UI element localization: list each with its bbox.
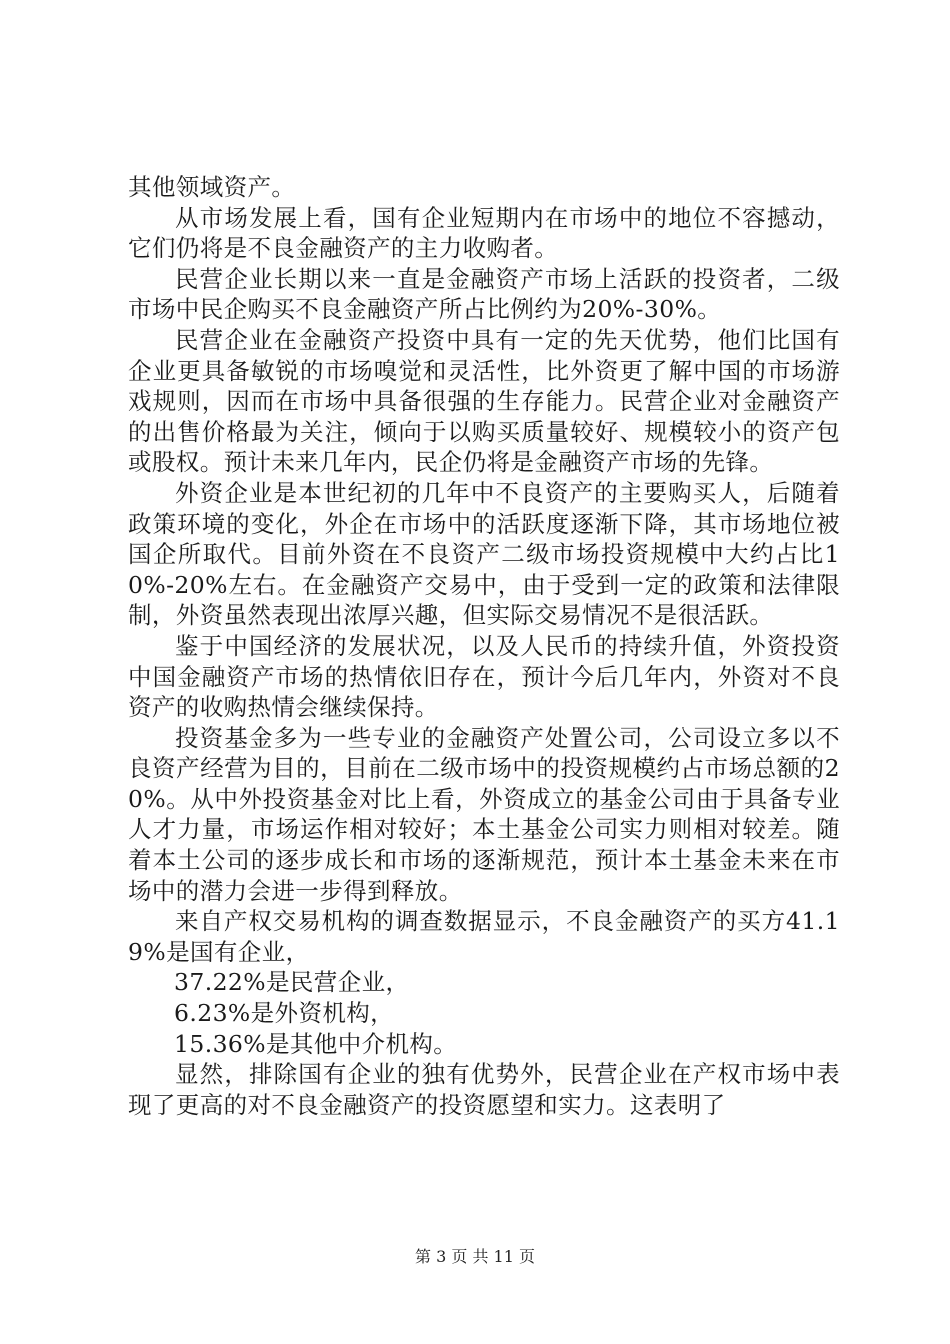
paragraph-private-advantages: 民营企业在金融资产投资中具有一定的先天优势，他们比国有企业更具备敏锐的市场嗅觉和灵活性，比外资更了解中国的市场游戏规则，因而在市场中具备很强的生存能力。民营企业对金融资产的出售价格最为关注，倾向于以购买质量较好、规模较小的资产包或股权。预计未来几年内，民企仍将是金融资产市场的先锋。 bbox=[128, 325, 840, 477]
paragraph-foreign-enterprises: 外资企业是本世纪初的几年中不良资产的主要购买人，后随着政策环境的变化，外企在市场中的活跃度逐渐下降，其市场地位被国企所取代。目前外资在不良资产二级市场投资规模中大约占比10%-20%左右。在金融资产交易中，由于受到一定的政策和法律限制，外资虽然表现出浓厚兴趣，但实际交易情况不是很活跃。 bbox=[128, 478, 840, 630]
paragraph-market-development: 从市场发展上看，国有企业短期内在市场中的地位不容撼动，它们仍将是不良金融资产的主力收购者。 bbox=[128, 203, 840, 263]
paragraph-investment-funds: 投资基金多为一些专业的金融资产处置公司，公司设立多以不良资产经营为目的，目前在二级市场中的投资规模约占市场总额的20%。从中外投资基金对比上看，外资成立的基金公司由于具备专业人才力量，市场运作相对较好；本土基金公司实力则相对较差。随着本土公司的逐步成长和市场的逐渐规范，预计本土基金未来在市场中的潜力会进一步得到释放。 bbox=[128, 723, 840, 905]
paragraph-conclusion: 显然，排除国有企业的独有优势外，民营企业在产权市场中表现了更高的对不良金融资产的投资愿望和实力。这表明了 bbox=[128, 1060, 840, 1119]
paragraph-survey-data: 来自产权交易机构的调查数据显示，不良金融资产的买方41.19%是国有企业， bbox=[128, 907, 840, 966]
stat-intermediary-share: 15.36%是其他中介机构。 bbox=[174, 1029, 458, 1058]
stat-foreign-share: 6.23%是外资机构， bbox=[174, 999, 395, 1028]
paragraph-private-investors: 民营企业长期以来一直是金融资产市场上活跃的投资者，二级市场中民企购买不良金融资产所占比例约为20%-30%。 bbox=[128, 264, 840, 324]
document-body bbox=[128, 172, 840, 1120]
page-number-footer: 第 3 页 共 11 页 bbox=[415, 1247, 535, 1266]
paragraph-continuation: 其他领域资产。 bbox=[128, 173, 296, 201]
stat-private-share: 37.22%是民营企业， bbox=[174, 968, 410, 997]
paragraph-foreign-outlook: 鉴于中国经济的发展状况，以及人民币的持续升值，外资投资中国金融资产市场的热情依旧存在，预计今后几年内，外资对不良资产的收购热情会继续保持。 bbox=[128, 631, 840, 722]
